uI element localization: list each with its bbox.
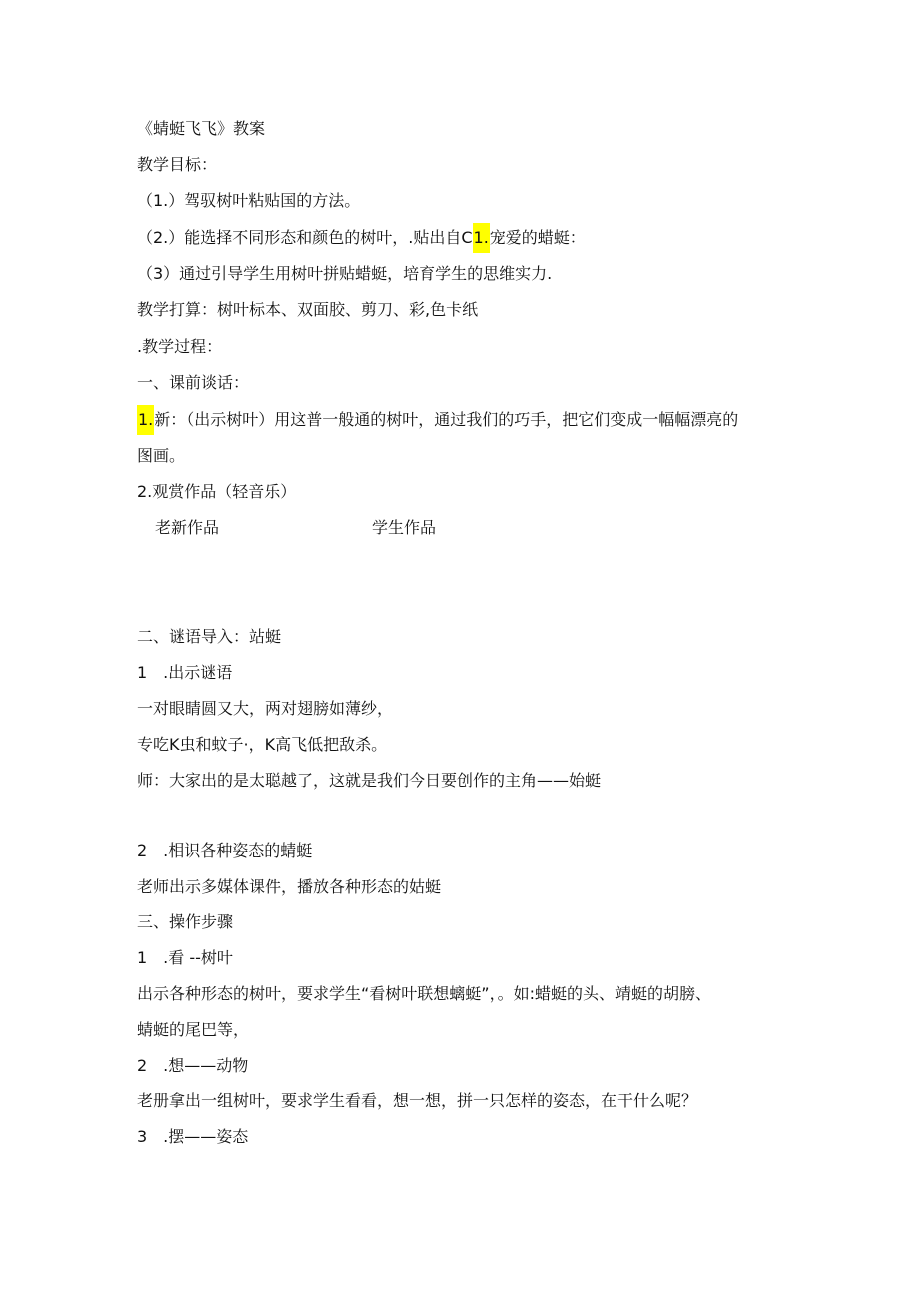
step-3-1-text: 出示各种形态的树叶，要求学生“看树叶联想螭蜓”，。如:蜡蜓的头、靖蜓的胡膀、 (137, 984, 711, 1003)
step-3-3: 3 .摆——姿态 (137, 1127, 249, 1146)
goal-2 (137, 228, 586, 253)
step-2-2-text: 老师出示多媒体课件，播放各种形态的姑蜓 (137, 877, 442, 896)
teacher-line: 师：大家出的是太聪越了，这就是我们今日要创作的主角——始蜓 (137, 771, 602, 790)
teacher-works-label: 老新作品 (155, 518, 220, 537)
step-3-2: 2 .想——动物 (137, 1056, 249, 1075)
paragraph-2: 2.观赏作品（轻音乐） (137, 482, 297, 501)
document-title: 《蜻蜓飞飞》教案 (137, 119, 266, 138)
section-1-heading: 一、课前谈话： (137, 373, 250, 392)
step-3-2-text: 老册拿出一组树叶，要求学生看看，想一想，拼一只怎样的姿态，在干什么呢？ (137, 1091, 698, 1110)
highlight-mark: 1. (473, 223, 490, 253)
step-3-1-continued: 蜻蜓的尾巴等， (137, 1020, 250, 1039)
step-2-1: 1 .出示谜语 (137, 663, 233, 682)
preparation-line: 教学打算：树叶标本、双面胶、剪刀、彩,色卡纸 (137, 300, 479, 319)
goal-2-text-a: （2.）能选择不同形态和颜色的树叶，.贴出自C (137, 228, 473, 247)
step-3-1: 1 .看 --树叶 (137, 948, 233, 967)
goals-heading: 教学目标： (137, 155, 218, 174)
paragraph-1-text: 新：（出示树叶）用这普一般通的树叶，通过我们的巧手，把它们变成一幅幅漂亮的 (154, 410, 739, 429)
works-labels (155, 518, 437, 538)
section-2-heading: 二、谜语导入：站蜓 (137, 627, 282, 646)
goal-1: （1.）驾驭树叶粘贴国的方法。 (137, 191, 361, 210)
process-heading: .教学过程： (137, 337, 223, 356)
student-works-label: 学生作品 (372, 518, 437, 537)
paragraph-1 (137, 410, 738, 435)
riddle-line-1: 一对眼睛圆又大，两对翅膀如薄纱， (137, 699, 394, 718)
step-2-2: 2 .相识各种姿态的蜻蜓 (137, 841, 313, 860)
section-3-heading: 三、操作步骤 (137, 912, 234, 931)
riddle-line-2: 专吃K虫和蚊子·，K高飞低把敌杀。 (137, 735, 388, 754)
goal-3: （3）通过引导学生用树叶拼贴蜡蜓，培育学生的思维实力. (137, 264, 553, 283)
highlight-mark: 1. (137, 405, 154, 435)
goal-2-text-b: 宠爱的蜡蜓： (489, 228, 586, 247)
paragraph-1-continued: 图画。 (137, 446, 186, 465)
